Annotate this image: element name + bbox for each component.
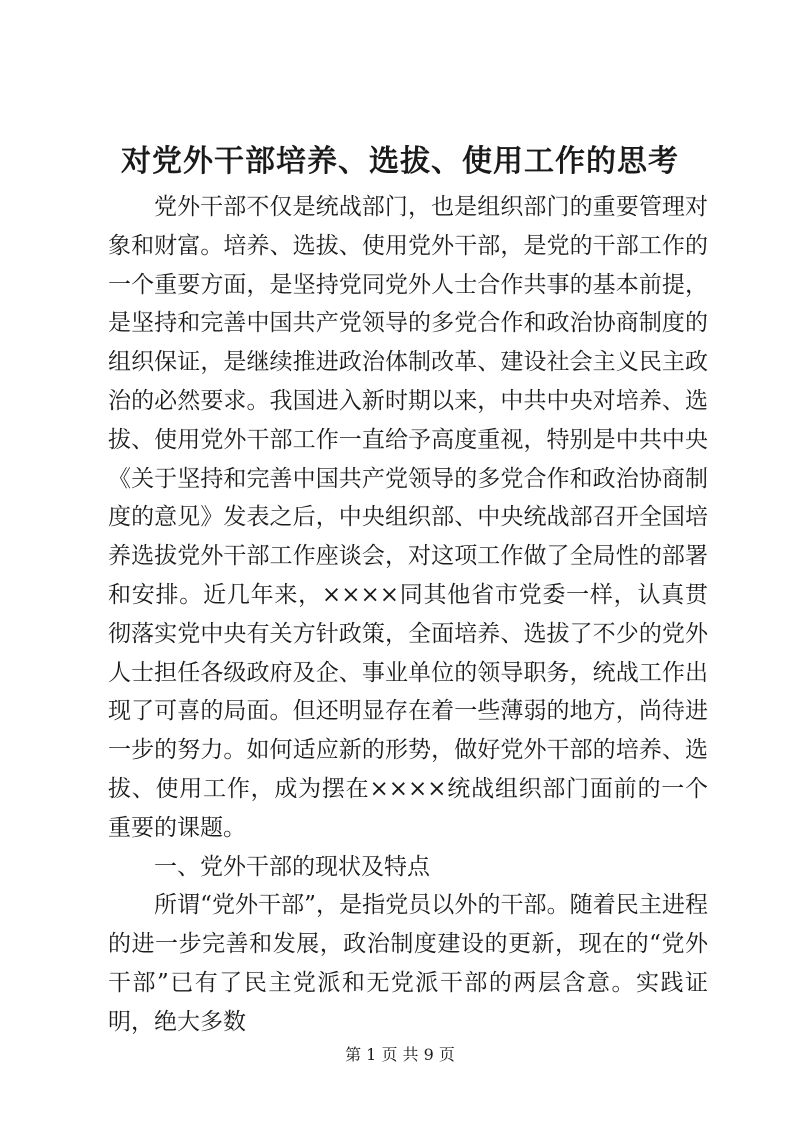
document-body — [108, 188, 708, 1042]
page-number: 第 1 页 共 9 页 — [345, 1045, 455, 1064]
document-title: 对党外干部培养、选拔、使用工作的思考 — [121, 144, 679, 179]
paragraph-intro: 党外干部不仅是统战部门，也是组织部门的重要管理对象和财富。培养、选拔、使用党外干部，是党的干部工作的一个重要方面，是坚持党同党外人士合作共事的基本前提，是坚持和完善中国共产党领导的多党合作和政治协商制度的组织保证，是继续推进政治体制改革、建设社会主义民主政治的必然要求。我国进入新时期以来，中共中央对培养、选拔、使用党外干部工作一直给予高度重视，特别是中共中央《关于坚持和完善中国共产党领导的多党合作和政治协商制度的意见》发表之后，中央组织部、中央统战部召开全国培养选拔党外干部工作座谈会，对这项工作做了全局性的部署和安排。近几年来，××××同其他省市党委一样，认真贯彻落实党中央有关方针政策，全面培养、选拔了不少的党外人士担任各级政府及企、事业单位的领导职务，统战工作出现了可喜的局面。但还明显存在着一些薄弱的地方，尚待进一步的努力。如何适应新的形势，做好党外干部的培养、选拔、使用工作，成为摆在××××统战组织部门面前的一个重要的课题。 — [108, 194, 708, 841]
paragraph-definition: 所谓“党外干部”，是指党员以外的干部。随着民主进程的进一步完善和发展，政治制度建设的更新，现在的“党外干部”已有了民主党派和无党派干部的两层含意。实践证明，绝大多数 — [108, 892, 708, 1035]
section-heading: 一、党外干部的现状及特点 — [154, 853, 430, 880]
